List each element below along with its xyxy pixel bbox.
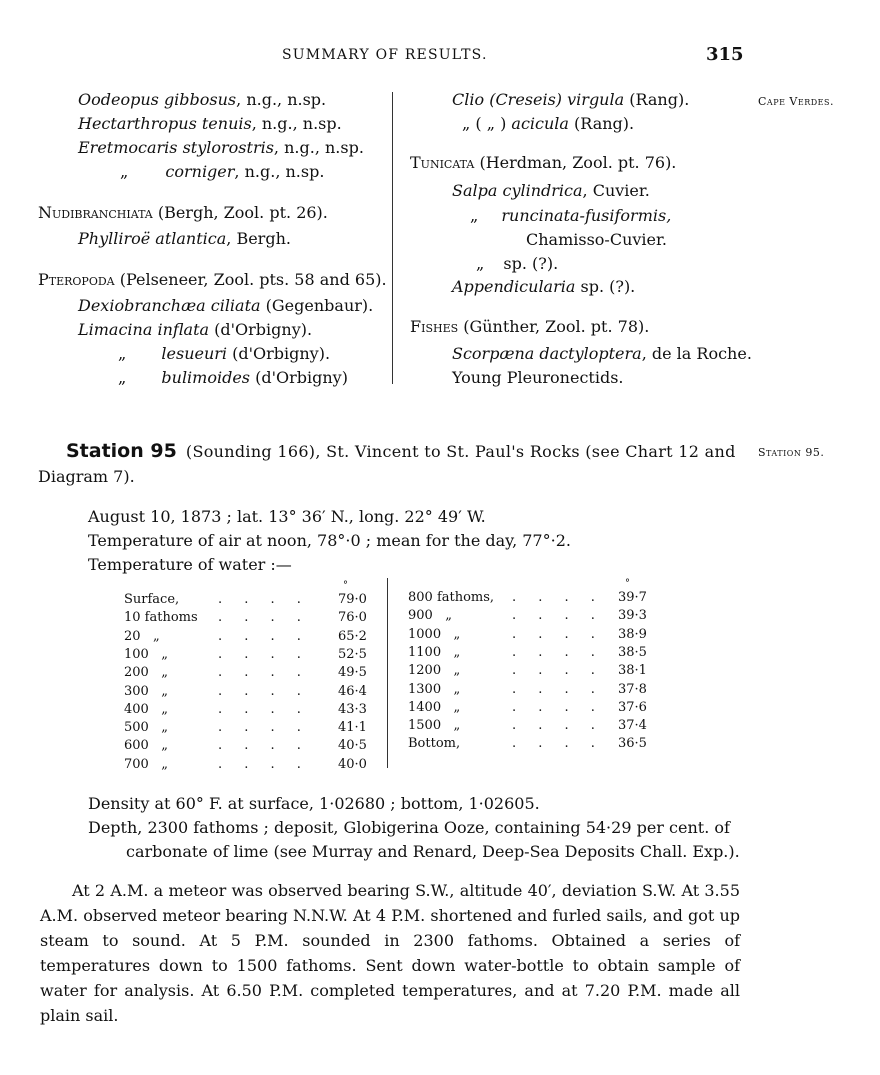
species-line — [452, 90, 689, 109]
water-temperature-label: Temperature of water :— — [88, 555, 292, 574]
temperature-row — [124, 592, 374, 610]
species-name: bulimoides — [161, 368, 251, 387]
temperature-value: 37·6 — [618, 699, 647, 715]
temperature-row — [124, 702, 374, 720]
temperature-row — [124, 757, 374, 775]
group-heading-fishes — [410, 317, 649, 336]
group-heading-nudibranchiata — [38, 203, 328, 222]
temperature-row — [124, 610, 374, 628]
station-subtitle: (Sounding 166), St. Vincent to St. Paul's Rocks (see Chart 12 and — [185, 442, 736, 461]
date-position-line: August 10, 1873 ; lat. 13° 36′ N., long. 22° 49′ W. — [88, 507, 486, 526]
depth-label: 500 „ — [124, 720, 168, 736]
leader-dots: . . . . — [512, 699, 604, 715]
leader-dots: . . . . — [218, 701, 310, 717]
species-line — [78, 296, 373, 315]
species-authority: (d'Orbigny) — [250, 368, 348, 387]
species-line — [452, 181, 650, 200]
temperature-row — [124, 629, 374, 647]
depth-label: Surface, — [124, 592, 180, 607]
group-name: Tunicata — [410, 153, 475, 172]
page-number: 315 — [706, 44, 744, 65]
temperature-row — [124, 665, 374, 683]
species-name: acicula — [511, 114, 569, 133]
temperature-value: 46·4 — [338, 683, 367, 699]
column-divider — [392, 92, 393, 384]
leader-dots: . . . . — [218, 756, 310, 772]
side-note-station-95: Station 95. — [758, 446, 825, 459]
species-authority: , Cuvier. — [582, 181, 650, 200]
group-name: Fishes — [410, 317, 459, 336]
group-heading-tunicata — [410, 153, 676, 172]
temperature-row — [408, 718, 656, 736]
depth-label: 10 fathoms — [124, 610, 198, 626]
depth-label: 1000 „ — [408, 626, 461, 642]
temperature-value: 37·8 — [618, 681, 647, 697]
station-heading — [66, 440, 742, 462]
species-authority: (d'Orbigny). — [227, 344, 331, 363]
depth-label: 700 „ — [124, 756, 168, 772]
temperature-value: 65·2 — [338, 628, 367, 644]
temperature-row — [124, 720, 374, 738]
species-name: Clio (Creseis) virgula — [452, 90, 625, 109]
group-heading-pteropoda — [38, 270, 387, 289]
leader-dots: . . . . — [512, 663, 604, 679]
side-note-cape-verdes: Cape Verdes. — [758, 95, 834, 108]
group-name: Pteropoda — [38, 270, 115, 289]
station-narrative: At 2 A.M. a meteor was observed bearing S.W., altitude 40′, deviation S.W. At 3.55 A.M. observed meteor bearing N.N.W. At 4 P.M. shortened and furled sails, and got up steam to sound. At 5 P.M. sounded in 2300 fathoms. Obtained a series of temperatures down to 1500 fathoms. Sent down water-bottle to obtain sample of water for analysis. At 6.50 P.M. completed temperatures, and at 7.20 P.M. made all plain sail. — [40, 881, 740, 1025]
species-line — [78, 114, 342, 133]
temperature-value: 39·7 — [618, 590, 647, 605]
species-line — [118, 368, 348, 387]
temperature-row — [408, 608, 656, 626]
group-name: Nudibranchiata — [38, 203, 153, 222]
depth-label: 200 „ — [124, 665, 168, 681]
depth-label: 20 „ — [124, 628, 160, 644]
leader-dots: . . . . — [512, 608, 604, 624]
species-authority: Chamisso-Cuvier. — [526, 230, 667, 249]
degree-mark: ° — [343, 580, 348, 591]
species-name: sp. (?). — [503, 254, 559, 273]
depth-label: 400 „ — [124, 701, 168, 717]
depth-deposit-line: Depth, 2300 fathoms ; deposit, Globigerina Ooze, containing 54·29 per cent. of — [88, 818, 730, 837]
species-name: Phylliroë atlantica — [78, 229, 227, 248]
species-authority: , n.g., n.sp. — [273, 138, 364, 157]
temperature-row — [124, 684, 374, 702]
temperature-row — [124, 738, 374, 756]
species-authority: , n.g., n.sp. — [236, 90, 327, 109]
depth-label: 1300 „ — [408, 681, 461, 697]
leader-dots: . . . . — [218, 646, 310, 662]
species-name: Salpa cylindrica — [452, 181, 583, 200]
depth-label: 1500 „ — [408, 718, 461, 734]
ditto-prefix: „ ( „ ) — [462, 114, 512, 133]
ditto-mark: „ — [118, 344, 127, 363]
species-name: lesueuri — [161, 344, 228, 363]
ditto-mark: „ — [118, 368, 127, 387]
group-reference: (Günther, Zool. pt. 78). — [458, 317, 650, 336]
leader-dots: . . . . — [218, 665, 310, 681]
air-temperature-line: Temperature of air at noon, 78°·0 ; mean for the day, 77°·2. — [88, 531, 571, 550]
station-subtitle-cont: Diagram 7). — [38, 467, 135, 486]
leader-dots: . . . . — [512, 718, 604, 734]
species-line — [78, 138, 364, 157]
leader-dots: . . . . — [218, 720, 310, 736]
species-name: Hectarthropus tenuis — [78, 114, 252, 133]
leader-dots: . . . . — [218, 738, 310, 754]
species-authority: , n.g., n.sp. — [234, 162, 325, 181]
temperature-value: 43·3 — [338, 701, 367, 717]
leader-dots: . . . . — [512, 590, 604, 605]
temperature-value: 36·5 — [618, 736, 647, 752]
species-name: Scorpæna dactyloptera — [452, 344, 642, 363]
temperature-row — [408, 700, 656, 718]
species-line — [452, 277, 635, 296]
temperature-row — [408, 663, 656, 681]
species-authority: (d'Orbigny). — [209, 320, 313, 339]
temperature-value: 76·0 — [338, 610, 367, 626]
station-title: Station 95 — [66, 440, 177, 462]
species-name: Appendicularia — [452, 277, 576, 296]
species-authority: (Rang). — [568, 114, 635, 133]
depth-label: 1100 „ — [408, 644, 461, 660]
temperature-value: 52·5 — [338, 646, 367, 662]
leader-dots: . . . . — [512, 681, 604, 697]
leader-dots: . . . . — [512, 736, 604, 752]
species-authority: sp. (?). — [575, 277, 636, 296]
depth-label: 800 fathoms, — [408, 590, 495, 605]
running-title: SUMMARY OF RESULTS. — [282, 47, 488, 63]
temperature-value: 38·1 — [618, 663, 647, 679]
species-line — [78, 90, 326, 109]
species-line: Young Pleuronectids. — [452, 368, 624, 387]
depth-label: 300 „ — [124, 683, 168, 699]
ditto-mark: „ — [470, 206, 479, 225]
temperature-value: 79·0 — [338, 592, 367, 607]
depth-deposit-line-cont: carbonate of lime (see Murray and Renard, Deep-Sea Deposits Chall. Exp.). — [126, 842, 740, 861]
species-line — [470, 206, 671, 225]
group-reference: (Bergh, Zool. pt. 26). — [152, 203, 328, 222]
species-line — [476, 254, 558, 273]
temperature-row — [408, 645, 656, 663]
species-authority: (Rang). — [624, 90, 690, 109]
leader-dots: . . . . — [218, 683, 310, 699]
temperature-value: 39·3 — [618, 608, 647, 624]
depth-label: 600 „ — [124, 738, 168, 754]
species-authority: , Bergh. — [226, 229, 291, 248]
species-name: Eretmocaris stylorostris — [78, 138, 274, 157]
depth-label: 100 „ — [124, 646, 168, 662]
temperature-row — [408, 682, 656, 700]
species-authority: (Gegenbaur). — [260, 296, 374, 315]
temperature-value: 40·0 — [338, 756, 367, 772]
depth-label: Bottom, — [408, 736, 461, 752]
species-line — [462, 114, 634, 133]
species-line — [452, 344, 752, 363]
degree-mark: ° — [625, 578, 630, 589]
temperature-value: 41·1 — [338, 720, 367, 736]
leader-dots: . . . . — [512, 626, 604, 642]
temperature-value: 38·9 — [618, 626, 647, 642]
species-line — [118, 344, 330, 363]
table-divider — [387, 578, 388, 768]
ditto-mark: „ — [120, 162, 129, 181]
density-line: Density at 60° F. at surface, 1·02680 ; bottom, 1·02605. — [88, 794, 540, 813]
group-reference: (Herdman, Zool. pt. 76). — [474, 153, 677, 172]
temperature-value: 38·5 — [618, 644, 647, 660]
depth-label: 900 „ — [408, 608, 452, 624]
species-name: runcinata-fusiformis, — [501, 206, 672, 225]
temperature-row — [408, 590, 656, 608]
species-name: Limacina inflata — [78, 320, 210, 339]
temperature-row — [408, 627, 656, 645]
leader-dots: . . . . — [218, 610, 310, 626]
species-name: corniger — [165, 162, 235, 181]
leader-dots: . . . . — [218, 628, 310, 644]
species-authority: , n.g., n.sp. — [251, 114, 342, 133]
species-line — [120, 162, 324, 181]
species-line — [78, 320, 312, 339]
leader-dots: . . . . — [218, 592, 310, 607]
depth-label: 1200 „ — [408, 663, 461, 679]
temperature-value: 37·4 — [618, 718, 647, 734]
species-line — [78, 229, 291, 248]
leader-dots: . . . . — [512, 644, 604, 660]
temperature-row — [408, 736, 656, 754]
species-name: Dexiobranchæa ciliata — [78, 296, 261, 315]
depth-label: 1400 „ — [408, 699, 461, 715]
ditto-mark: „ — [476, 254, 485, 273]
species-authority: , de la Roche. — [641, 344, 752, 363]
group-reference: (Pelseneer, Zool. pts. 58 and 65). — [114, 270, 387, 289]
temperature-row — [124, 647, 374, 665]
temperature-value: 49·5 — [338, 665, 367, 681]
species-name: Oodeopus gibbosus — [78, 90, 237, 109]
temperature-value: 40·5 — [338, 738, 367, 754]
